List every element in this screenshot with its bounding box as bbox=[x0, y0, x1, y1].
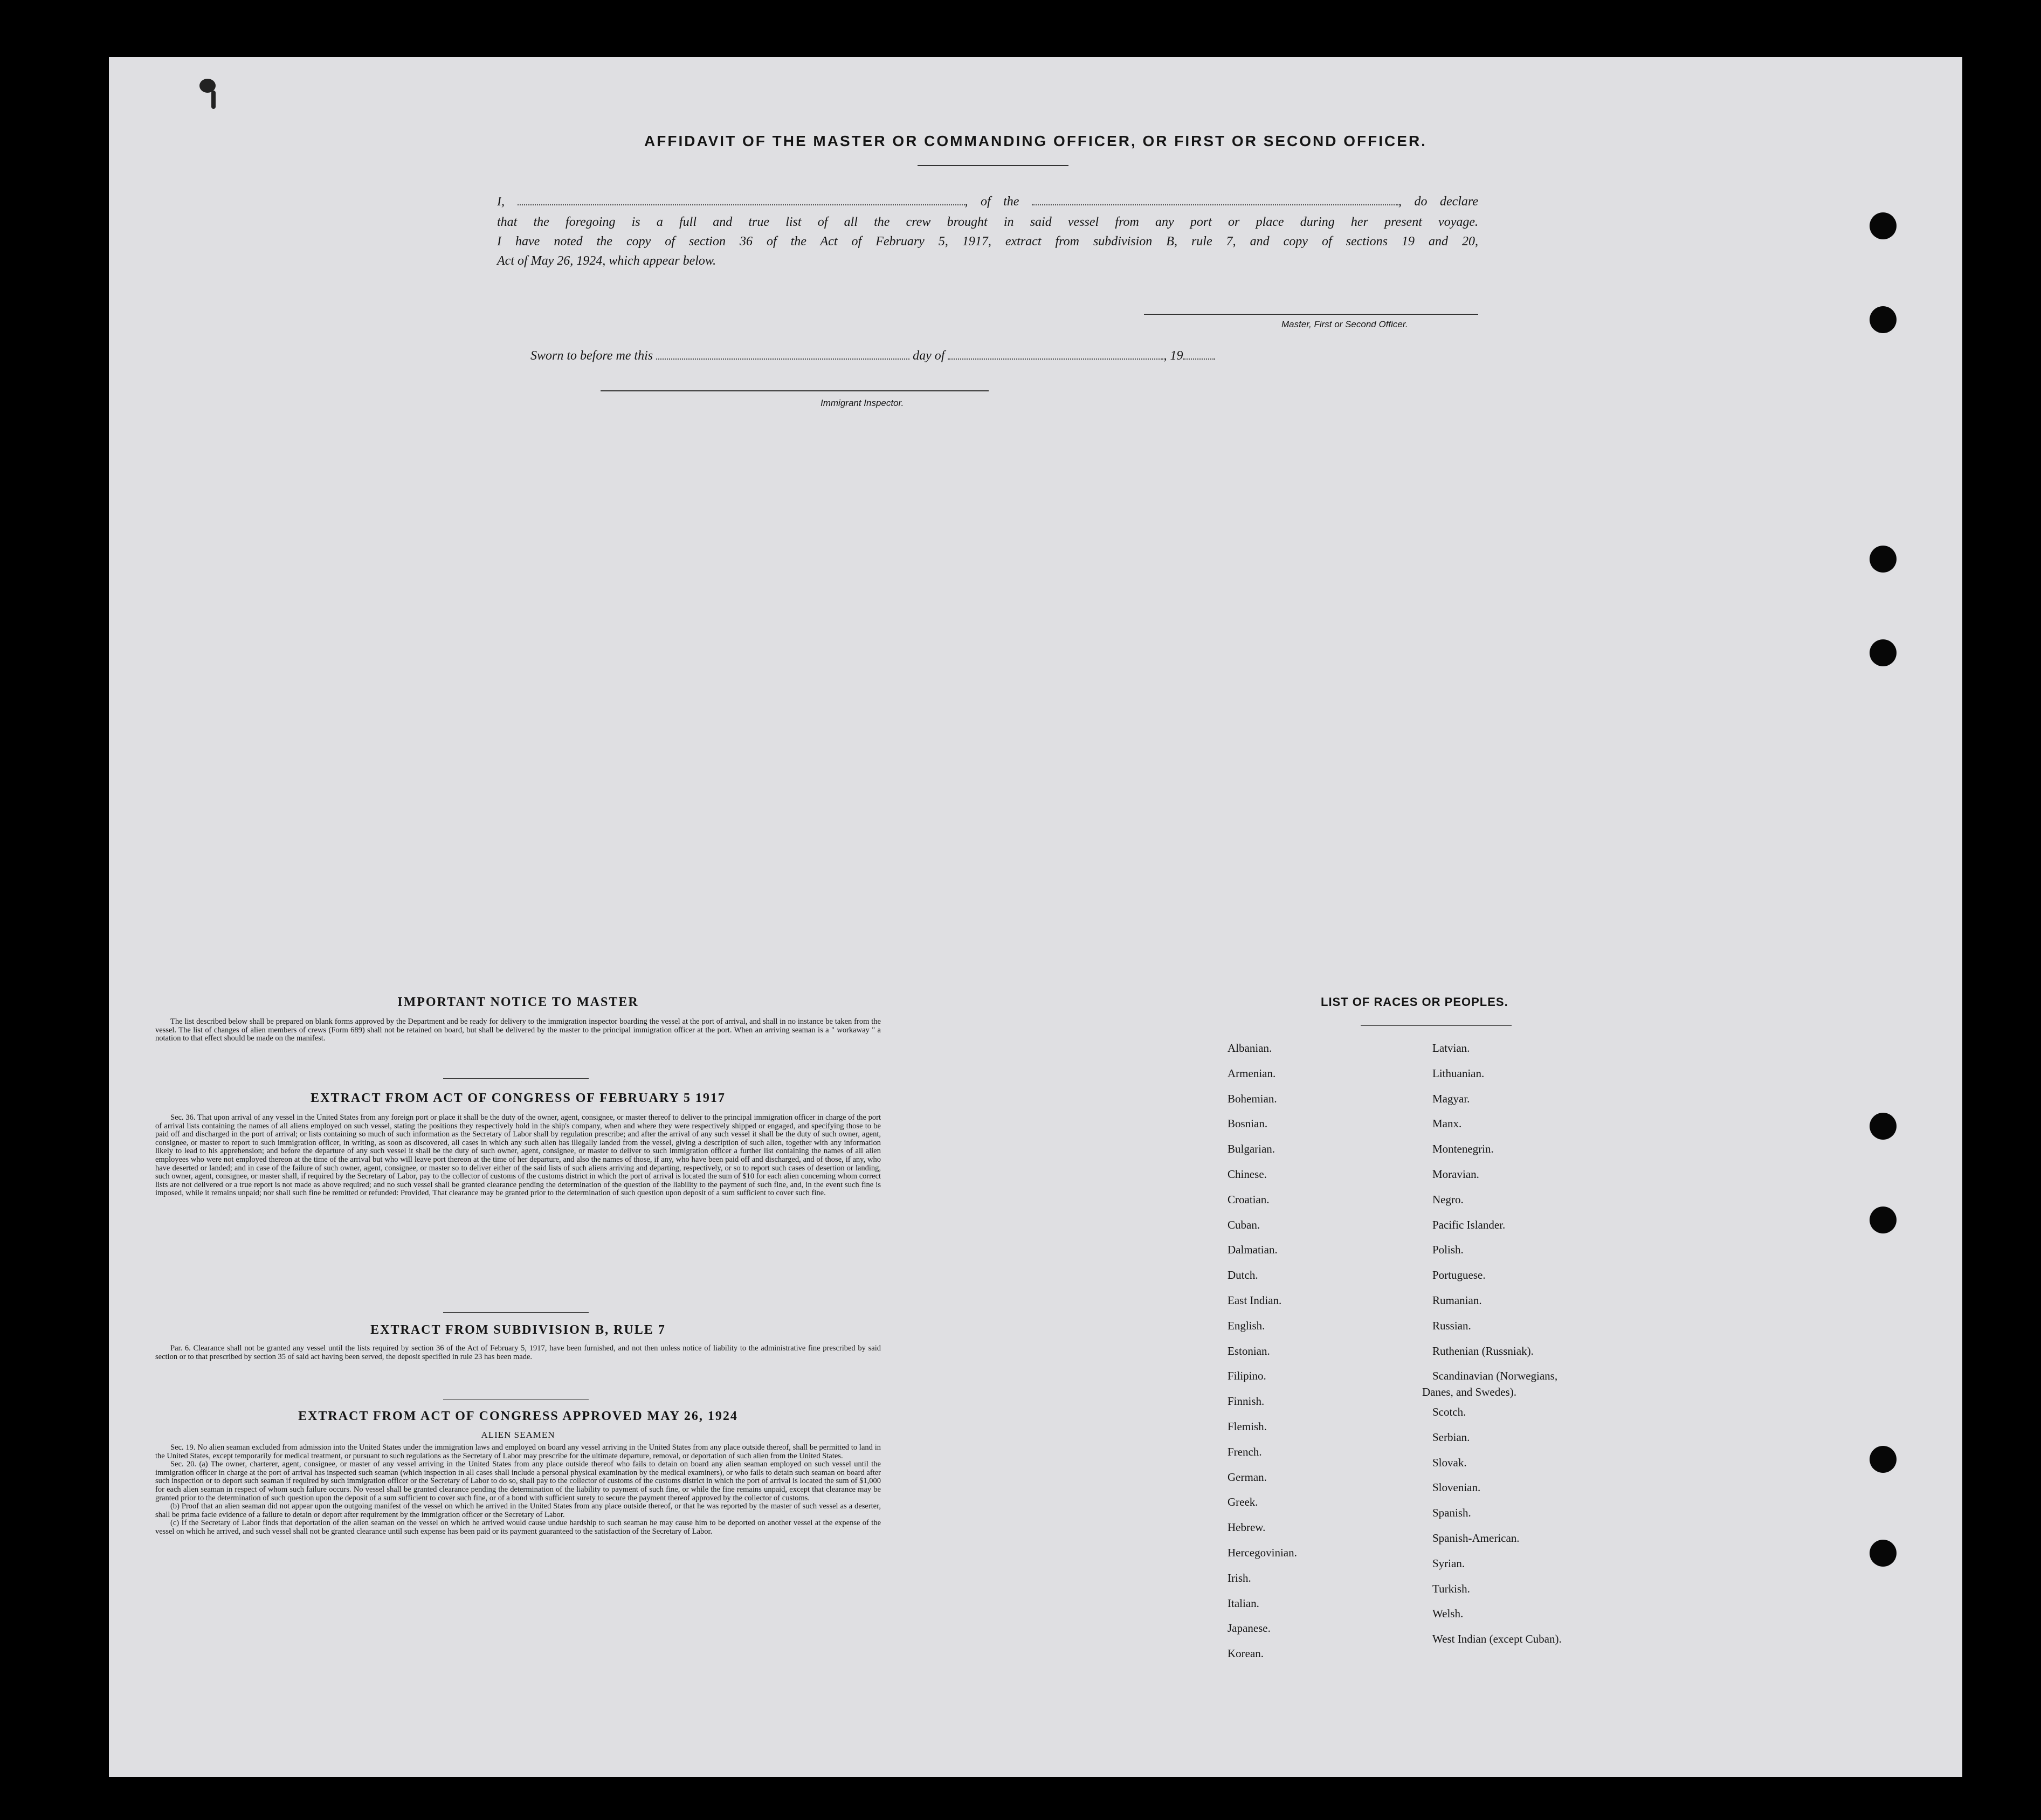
sworn-day-of: day of bbox=[913, 349, 945, 363]
race-item: East Indian. bbox=[1228, 1294, 1282, 1307]
ink-blot-tail bbox=[211, 91, 216, 109]
punch-hole bbox=[1870, 306, 1897, 333]
race-item: Negro. bbox=[1432, 1192, 1464, 1206]
race-item: Hebrew. bbox=[1228, 1521, 1266, 1534]
race-item: Welsh. bbox=[1432, 1607, 1464, 1621]
race-item: Slovak. bbox=[1432, 1456, 1467, 1469]
affidavit-line-1 bbox=[497, 192, 1478, 211]
extract-1924-body bbox=[155, 1444, 881, 1536]
par-6-text: Par. 6. Clearance shall not be granted any vessel until the lists required by section 36 of the Act of February 5, 1917, have been furnished, and not then unless notice of liability to the administrative fine prescribed by said section or to that prescribed by section 35 of said act having been served, the deposit specified in rule 23 has been made. bbox=[155, 1344, 881, 1361]
race-item: Cuban. bbox=[1228, 1218, 1260, 1231]
affidavit-do-declare: , do declare bbox=[1398, 195, 1479, 209]
race-item: Greek. bbox=[1228, 1495, 1258, 1509]
sworn-year-blank[interactable] bbox=[1183, 349, 1215, 360]
affidavit-line-4: Act of May 26, 1924, which appear below. bbox=[497, 254, 716, 268]
race-item: Bosnian. bbox=[1228, 1117, 1268, 1130]
race-item: Danes, and Swedes). bbox=[1422, 1385, 1516, 1399]
race-item: French. bbox=[1228, 1445, 1262, 1458]
punch-hole bbox=[1870, 1540, 1897, 1567]
race-item: Dutch. bbox=[1228, 1269, 1258, 1282]
punch-hole bbox=[1870, 639, 1897, 666]
notice-heading: IMPORTANT NOTICE TO MASTER bbox=[397, 995, 639, 1009]
sec-20c-text: (c) If the Secretary of Labor finds that deportation of the alien seaman on the vessel on which he arrived would cause undue hardship to such seaman he may cause him to be deported on another vessel at the expense of the vessel on which he arrived, and such vessel shall not be granted clearance until such expense has been paid or its payment guaranteed to the satisfaction of the Secretary of Labor. bbox=[155, 1519, 881, 1536]
extract-rule7-body bbox=[155, 1345, 881, 1361]
alien-seamen-subheading: ALIEN SEAMEN bbox=[481, 1430, 555, 1440]
affidavit-i: I, bbox=[497, 195, 505, 209]
punch-hole bbox=[1870, 546, 1897, 573]
race-item: Moravian. bbox=[1432, 1168, 1479, 1181]
master-signature-caption: Master, First or Second Officer. bbox=[1281, 319, 1408, 329]
race-item: Serbian. bbox=[1432, 1430, 1470, 1444]
title-divider bbox=[918, 165, 1068, 166]
race-item: Japanese. bbox=[1228, 1622, 1271, 1635]
race-item: Irish. bbox=[1228, 1571, 1251, 1584]
races-divider bbox=[1361, 1025, 1512, 1026]
sworn-day-blank[interactable] bbox=[656, 349, 909, 360]
race-item: Croatian. bbox=[1228, 1192, 1270, 1206]
inspector-signature-line[interactable] bbox=[601, 390, 989, 391]
sec-19-text: Sec. 19. No alien seaman excluded from admission into the United States under the immigration laws and employed on board any vessel arriving in the United States from any place outside thereof, shall be permitted to land in the United States, except temporarily for medical treatment, or pursuant to such regulations as the Secretary of Labor may prescribe for the ultimate departure, removal, or deportation of such alien from the United States. bbox=[155, 1443, 881, 1460]
race-item: Slovenian. bbox=[1432, 1481, 1481, 1494]
master-signature-line[interactable] bbox=[1144, 314, 1478, 315]
notice-body bbox=[155, 1018, 881, 1043]
race-item: Hercegovinian. bbox=[1228, 1546, 1297, 1559]
divider-2 bbox=[443, 1312, 589, 1313]
punch-hole bbox=[1870, 1207, 1897, 1233]
sec-20a-text: Sec. 20. (a) The owner, charterer, agent, consignee, or master of any vessel arriving in the United States from any place outside thereof who fails to detain on board any alien seaman employed on such vessel until the immigration officer in charge at the port of arrival has inspected such seaman (which inspection in all cases shall include a personal physical examination by the medical examiners), or who fails to detain such seaman on board after such inspection or to deport such seaman if required by such immigration officer or the Secretary of Labor to do so, shall pay to the collector of customs of the customs district in which the port of arrival is located the sum of $1,000 for each alien seaman in respect of whom such failure occurs. No vessel shall be granted clearance pending the determination of the liability to payment of such fine, or while the fine remains unpaid, except that clearance may be granted prior to the determination of such question upon the deposit of a sum sufficient to cover such fine, or of a bond with sufficient surety to secure the payment thereof approved by the collector of customs. bbox=[155, 1460, 881, 1502]
race-item: Manx. bbox=[1432, 1117, 1462, 1130]
extract-1924-heading: EXTRACT FROM ACT OF CONGRESS APPROVED MAY 26, 1924 bbox=[298, 1409, 738, 1423]
race-item: West Indian (except Cuban). bbox=[1432, 1632, 1562, 1646]
race-item: Albanian. bbox=[1228, 1042, 1272, 1054]
race-item: Chinese. bbox=[1228, 1168, 1267, 1181]
race-item: Korean. bbox=[1228, 1647, 1264, 1660]
punch-hole bbox=[1870, 1446, 1897, 1473]
affidavit-title: AFFIDAVIT OF THE MASTER OR COMMANDING OFFICER, OR FIRST OR SECOND OFFICER. bbox=[644, 133, 1427, 149]
sworn-prefix: Sworn to before me this bbox=[530, 349, 653, 363]
race-item: English. bbox=[1228, 1319, 1265, 1332]
notice-text: The list described below shall be prepared on blank forms approved by the Department and be ready for delivery to the immigration inspector boarding the vessel at the port of arrival, and shall in no instance be taken from the vessel. The list of changes of alien members of crews (Form 689) shall not be retained on board, but shall be delivered by the master to the principal immigration officer at the port. When an arriving seaman is a " workaway " a notation to that effect should be made on the manifest. bbox=[155, 1017, 881, 1043]
race-item: Pacific Islander. bbox=[1432, 1218, 1506, 1231]
race-item: Finnish. bbox=[1228, 1395, 1265, 1408]
inspector-caption: Immigrant Inspector. bbox=[820, 398, 904, 408]
affidavit-of-the: , of the bbox=[964, 195, 1019, 209]
race-item: Magyar. bbox=[1432, 1092, 1470, 1105]
sworn-line: Sworn to before me this day of , 19 bbox=[530, 346, 1393, 366]
race-item: Rumanian. bbox=[1432, 1294, 1482, 1307]
extract-1917-heading: EXTRACT FROM ACT OF CONGRESS OF FEBRUARY 5 1917 bbox=[311, 1091, 726, 1105]
race-item: Latvian. bbox=[1432, 1042, 1470, 1054]
extract-1917-body bbox=[155, 1114, 881, 1198]
race-item: Spanish-American. bbox=[1432, 1532, 1520, 1545]
affidavit-line-2: that the foregoing is a full and true list of all the crew brought in said vessel from any port or place during her present voyage. bbox=[497, 215, 1478, 229]
race-item: Portuguese. bbox=[1432, 1269, 1486, 1282]
race-item: Flemish. bbox=[1228, 1420, 1267, 1433]
race-item: Scotch. bbox=[1432, 1405, 1466, 1418]
race-item: Polish. bbox=[1432, 1243, 1464, 1257]
extract-rule7-heading: EXTRACT FROM SUBDIVISION B, RULE 7 bbox=[370, 1323, 666, 1337]
name-blank[interactable] bbox=[518, 195, 965, 205]
race-item: Russian. bbox=[1432, 1319, 1471, 1332]
race-item: Armenian. bbox=[1228, 1066, 1276, 1080]
race-item: Syrian. bbox=[1432, 1556, 1465, 1570]
race-item: Scandinavian (Norwegians, bbox=[1432, 1369, 1558, 1383]
race-item: Filipino. bbox=[1228, 1369, 1266, 1383]
races-heading: LIST OF RACES OR PEOPLES. bbox=[1321, 995, 1508, 1009]
race-item: Spanish. bbox=[1432, 1506, 1471, 1520]
vessel-blank[interactable] bbox=[1032, 195, 1398, 205]
race-item: Estonian. bbox=[1228, 1344, 1270, 1357]
race-item: Bulgarian. bbox=[1228, 1142, 1275, 1156]
sec-20b-text: (b) Proof that an alien seaman did not appear upon the outgoing manifest of the vessel on which he arrived in the United States from any place outside thereof, or that he was reported by the master of such vessel as a deserter, shall be prima facie evidence of a failure to detain or deport after requirement by the immigration officer or the Secretary of Labor. bbox=[155, 1502, 881, 1519]
race-item: Montenegrin. bbox=[1432, 1142, 1494, 1156]
race-item: Turkish. bbox=[1432, 1582, 1470, 1595]
affidavit-line-3: I have noted the copy of section 36 of the Act of February 5, 1917, extract from subdivision B, rule 7, and copy of sections 19 and 20, bbox=[497, 235, 1478, 249]
race-item: Italian. bbox=[1228, 1596, 1259, 1610]
race-item: Lithuanian. bbox=[1432, 1066, 1485, 1080]
race-item: Dalmatian. bbox=[1228, 1243, 1278, 1257]
sec-36-text: Sec. 36. That upon arrival of any vessel in the United States from any foreign port or place it shall be the duty of the owner, agent, consignee, or master thereof to deliver to the principal immigration officer in charge of the port of arrival lists containing the names of all aliens employed on such vessel, stating the positions they respectively hold in the ship's company, when and where they were respectively shipped or engaged, and specifying those to be paid off and discharged in the port of arrival; or lists containing so much of such information as the Secretary of Labor shall by regulation prescribe; and after the arrival of any such vessel it shall be the duty of such owner, agent, consignee, or master to report to such immigration officer, in writing, as soon as discovered, all cases in which any such alien has illegally landed from the vessel, giving a description of such alien, together with any information likely to lead to his apprehension; and before the departure of any such vessel it shall be the duty of such owner, agent, consignee, or master to deliver to such immigration officer a further list containing the names of all alien employees who were not employed thereon at the time of the arrival but who will leave port thereon at the time of her departure, and also the names of those, if any, who have been paid off and discharged, and of those, if any, who have deserted or landed; and in case of the failure of such owner, agent, consignee, or master so to deliver either of the said lists of such aliens arriving and departing, respectively, or so to report such cases of desertion or landing, such owner, agent, consignee, or master shall, if required by the Secretary of Labor, pay to the collector of customs of the customs district in which the port of arrival is located the sum of $10 for each alien concerning whom correct lists are not delivered or a true report is not made as above required; and no such vessel shall be granted clearance pending the determination of the question of the liability to the payment of such fine, and, in the event such fine is imposed, while it remains unpaid; nor shall such fine be remitted or refunded: Provided, That clearance may be granted prior to the determination of such question upon deposit of a sum sufficient to cover such fine. bbox=[155, 1113, 881, 1198]
race-item: Bohemian. bbox=[1228, 1092, 1277, 1105]
punch-hole bbox=[1870, 212, 1897, 239]
race-item: German. bbox=[1228, 1470, 1267, 1484]
race-item: Ruthenian (Russniak). bbox=[1432, 1344, 1534, 1357]
punch-hole bbox=[1870, 1113, 1897, 1140]
sworn-month-blank[interactable] bbox=[948, 349, 1163, 360]
sworn-year: 19 bbox=[1170, 349, 1183, 363]
divider-1 bbox=[443, 1078, 589, 1079]
document-page bbox=[109, 57, 1962, 1777]
